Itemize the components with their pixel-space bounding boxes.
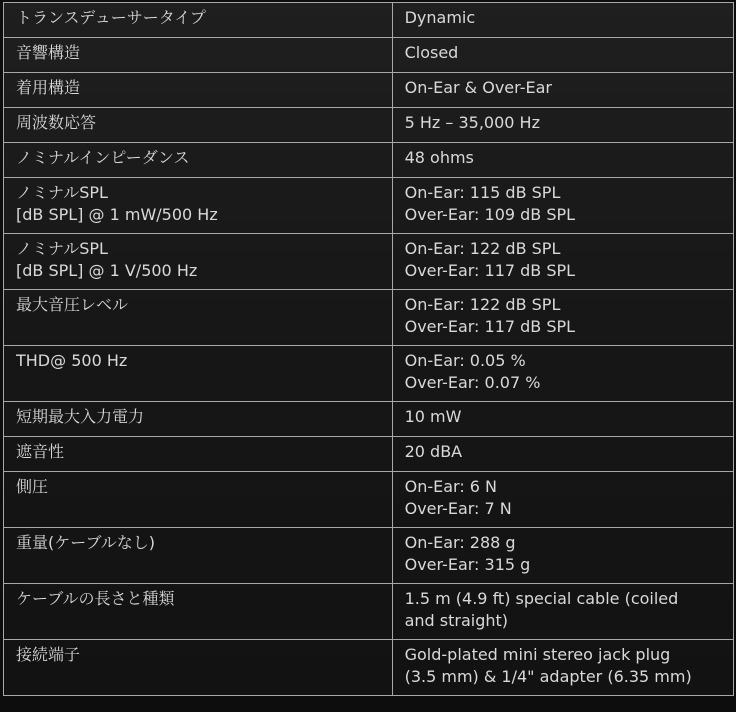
spec-label-cell <box>4 178 393 234</box>
spec-label-cell <box>4 640 393 696</box>
spec-value: Over-Ear: 117 dB SPL <box>404 317 576 336</box>
spec-value: On-Ear: 0.05 % <box>404 351 526 370</box>
spec-label-cell <box>4 346 393 402</box>
spec-value-cell <box>392 528 733 584</box>
spec-value-cell <box>392 472 733 528</box>
spec-value: Over-Ear: 0.07 % <box>404 373 541 392</box>
spec-row <box>4 73 734 108</box>
spec-value: (3.5 mm) & 1/4" adapter (6.35 mm) <box>404 667 692 686</box>
spec-row <box>4 528 734 584</box>
spec-label: 重量(ケーブルなし) <box>16 533 156 552</box>
spec-row <box>4 178 734 234</box>
spec-value-cell <box>392 234 733 290</box>
spec-value: On-Ear: 122 dB SPL <box>404 239 561 258</box>
spec-value-cell <box>392 73 733 108</box>
spec-row <box>4 346 734 402</box>
spec-value: 10 mW <box>404 407 462 426</box>
spec-label-cell <box>4 472 393 528</box>
spec-row <box>4 108 734 143</box>
spec-value: 20 dBA <box>404 442 463 461</box>
spec-label-cell <box>4 38 393 73</box>
spec-label: [dB SPL] @ 1 mW/500 Hz <box>16 205 218 224</box>
spec-value-cell <box>392 3 733 38</box>
spec-label-cell <box>4 3 393 38</box>
spec-value-cell <box>392 108 733 143</box>
spec-table-body <box>4 3 734 696</box>
spec-label: 周波数応答 <box>16 113 97 132</box>
spec-label: 最大音圧レベル <box>16 295 129 314</box>
spec-value: Gold-plated mini stereo jack plug <box>404 645 671 664</box>
spec-label: ノミナルインピーダンス <box>16 148 190 167</box>
spec-label-cell <box>4 73 393 108</box>
spec-row <box>4 38 734 73</box>
spec-value: Over-Ear: 7 N <box>404 499 512 518</box>
spec-value-cell <box>392 290 733 346</box>
spec-label-cell <box>4 584 393 640</box>
spec-value-cell <box>392 38 733 73</box>
spec-value: On-Ear: 115 dB SPL <box>404 183 561 202</box>
spec-row <box>4 402 734 437</box>
spec-label: 音響構造 <box>16 43 81 62</box>
spec-value: Over-Ear: 109 dB SPL <box>404 205 576 224</box>
spec-row <box>4 437 734 472</box>
spec-value: Over-Ear: 315 g <box>404 555 531 574</box>
spec-label: 側圧 <box>16 477 49 496</box>
spec-label: [dB SPL] @ 1 V/500 Hz <box>16 261 198 280</box>
spec-value: On-Ear & Over-Ear <box>404 78 552 97</box>
spec-label: THD@ 500 Hz <box>16 351 128 370</box>
spec-label: 短期最大入力電力 <box>16 407 145 426</box>
spec-row <box>4 472 734 528</box>
spec-table <box>3 2 734 696</box>
spec-label: 着用構造 <box>16 78 81 97</box>
spec-label-cell <box>4 402 393 437</box>
spec-row <box>4 584 734 640</box>
spec-value-cell <box>392 143 733 178</box>
spec-value: Over-Ear: 117 dB SPL <box>404 261 576 280</box>
spec-value: Closed <box>404 43 459 62</box>
spec-value: and straight) <box>404 611 509 630</box>
spec-label-cell <box>4 528 393 584</box>
spec-label-cell <box>4 143 393 178</box>
spec-label: ノミナルSPL <box>16 239 108 258</box>
spec-label-cell <box>4 437 393 472</box>
spec-label: トランスデューサータイプ <box>16 8 206 27</box>
spec-value: 48 ohms <box>404 148 474 167</box>
spec-value-cell <box>392 584 733 640</box>
spec-label: 遮音性 <box>16 442 65 461</box>
spec-value-cell <box>392 402 733 437</box>
spec-value: On-Ear: 6 N <box>404 477 498 496</box>
spec-value: On-Ear: 122 dB SPL <box>404 295 561 314</box>
spec-value: 5 Hz – 35,000 Hz <box>404 113 540 132</box>
spec-row <box>4 234 734 290</box>
spec-value: Dynamic <box>404 8 476 27</box>
spec-value-cell <box>392 346 733 402</box>
spec-value: 1.5 m (4.9 ft) special cable (coiled <box>404 589 679 608</box>
spec-value-cell <box>392 640 733 696</box>
spec-value: On-Ear: 288 g <box>404 533 516 552</box>
spec-label: 接続端子 <box>16 645 81 664</box>
spec-row <box>4 143 734 178</box>
spec-label-cell <box>4 290 393 346</box>
spec-row <box>4 290 734 346</box>
spec-value-cell <box>392 178 733 234</box>
spec-label: ケーブルの長さと種類 <box>16 589 175 608</box>
spec-row <box>4 640 734 696</box>
spec-label-cell <box>4 234 393 290</box>
spec-value-cell <box>392 437 733 472</box>
spec-label-cell <box>4 108 393 143</box>
spec-row <box>4 3 734 38</box>
spec-label: ノミナルSPL <box>16 183 108 202</box>
